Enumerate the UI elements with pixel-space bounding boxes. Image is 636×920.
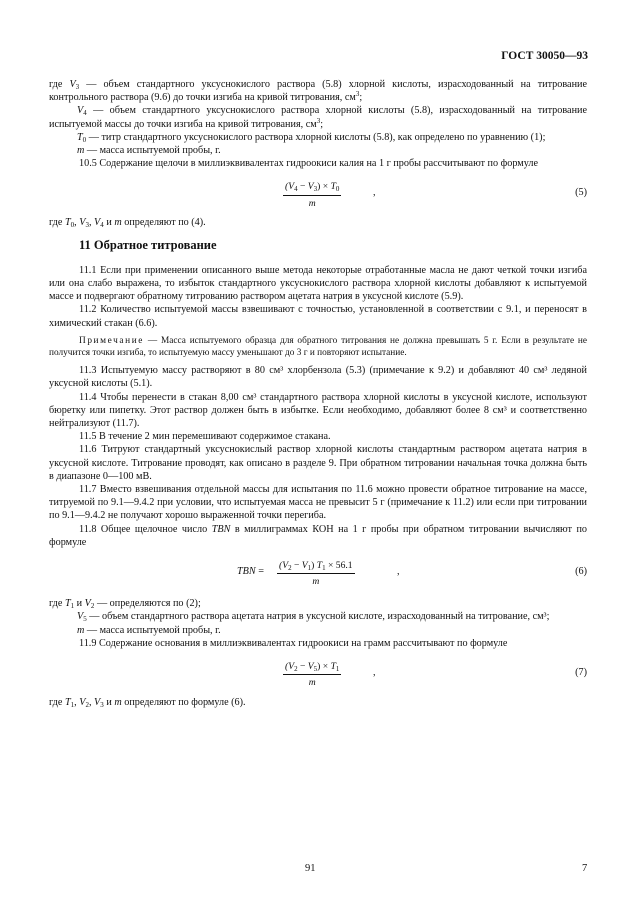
paragraph-11-4: 11.4 Чтобы перенести в стакан 8,00 см³ стандартного раствора хлорной кислоты в уксусной кислоте, используют бюретку или пипетку. Этот раствор должен быть в избытке. Если необходимо, добавляют более 8 см³ и соответственно нейтрализуют (11.7). — [49, 391, 587, 430]
paragraph-11-7: 11.7 Вместо взвешивания отдельной массы для испытания по 11.6 можно провести обратное титрование на массе, титруемой по 9.1—9.4.2 при условии, что испытуемая масса не превысит 5 г (примечание к 11.2) или если при титровании по 9.1—9.4.2 не получают хорошо выраженной точки перегиба. — [49, 484, 587, 522]
paragraph-11-5: 11.5 В течение 2 мин перемешивают содержимое стакана. — [79, 431, 331, 443]
paragraph-11-6: 11.6 Титруют стандартный уксуснокислый раствор хлорной кислоты стандартным раствором ацетата натрия в уксусной кислоте. Титрование проводят, как описано в разделе 9. При обратном титровании начальная точка должна быть в диапазоне 0—100 мВ. — [49, 444, 587, 482]
formula-7: $\frac{(V_2 - V_5) \times T_1}{m}$ , (7) — [285, 660, 587, 689]
definition-m-6: m — масса испытуемой пробы, г. — [77, 624, 221, 636]
formula-7-number: (7) — [575, 666, 587, 678]
document-header-gost: ГОСТ 30050—93 — [501, 50, 588, 62]
paragraph-11-2: 11.2 Количество испытуемой массы взвешивают с точностью, установленной в соответствии с 9.1, и переносят в химический стакан (6.6). — [49, 304, 587, 329]
where-5: где $T_0$, $V_3$, $V_4$ и m определяют по (4). — [49, 217, 206, 230]
definition-v5: $V_5$ — объем стандартного раствора ацетата натрия в уксусной кислоте, израсходованный на титрование, см³; — [77, 611, 550, 624]
formula-5: $\frac{(V_4 - V_3) \times T_0}{m}$ , (5) — [285, 181, 587, 209]
paragraph-11-1: 11.1 Если при применении описанного выше метода некоторые отработанные масла не дают четкой точки изгиба или она слабо выражена, то избыток стандартного уксуснокислого раствора хлорной кислоты добавляют к испытуемой массе и подвергают обратному титрованию раствором ацетата натрия в уксусной кислоте (5.9). — [49, 264, 587, 303]
formula-5-number: (5) — [575, 187, 587, 199]
sheet-number: 7 — [582, 863, 588, 874]
where-7: где $T_1$, $V_2$, $V_3$ и m определяют по формуле (6). — [49, 696, 246, 709]
definition-t0: $T_0$ — титр стандартного уксуснокислого раствора хлорной кислоты (5.8), как определено по уравнению (1); — [77, 131, 546, 144]
paragraph-11-8: 11.8 Общее щелочное число TBN в миллиграммах КОН на 1 г пробы при обратном титровании вычисляют по формуле — [49, 523, 588, 548]
definition-v3: где $V_3$ — объем стандартного уксуснокислого раствора (5.8) хлорной кислоты, израсходованный на титрование контрольного раствора (9.6) до точки изгиба на кривой титрования, $см^3$; — [49, 79, 587, 104]
formula-7-fraction: $\frac{(V_2 - V_5) \times T_1}{m}$ — [285, 660, 340, 689]
page-number: 91 — [305, 863, 316, 874]
formula-6-number: (6) — [575, 566, 587, 578]
definition-t1-v2: где $T_1$ и $V_2$ — определяются по (2); — [49, 598, 201, 611]
section-11-heading: 11 Обратное титрование — [79, 237, 217, 252]
definition-m: m — масса испытуемой пробы, г. — [77, 145, 221, 157]
formula-5-fraction: $\frac{(V_4 - V_3) \times T_0}{m}$ — [285, 181, 340, 209]
document-body — [49, 78, 587, 709]
formula-6: TBN = $\frac{(V_2 - V_1) T_1 \times 56.1}{m}$ , (6) — [237, 560, 587, 588]
note-11-2: Примечание — Масса испытуемого образца для обратного титрования не должна превышать 5 г. Если в результате не получится точки изгиба, то испытуемую массу уменьшают до 3 г и повторяют испытание. — [49, 335, 588, 359]
paragraph-11-3: 11.3 Испытуемую массу растворяют в 80 см³ хлорбензола (5.3) (примечание к 9.2) и добавляют 40 см³ ледяной уксусной кислоты (5.1). — [49, 365, 587, 390]
definition-v4: $V_4$ — объем стандартного уксуснокислого раствора хлорной кислоты (5.8), израсходованный на титрование испытуемой массы до точки изгиба на кривой титрования, $см^3$; — [49, 105, 587, 130]
formula-6-fraction: $\frac{(V_2 - V_1) T_1 \times 56.1}{m}$ — [279, 560, 353, 588]
paragraph-10-5: 10.5 Содержание щелочи в миллиэквивалентах гидроокиси калия на 1 г пробы рассчитывают по формуле — [79, 158, 538, 170]
paragraph-11-9: 11.9 Содержание основания в миллиэквивалентах гидроокиси на грамм рассчитывают по формуле — [79, 637, 508, 649]
